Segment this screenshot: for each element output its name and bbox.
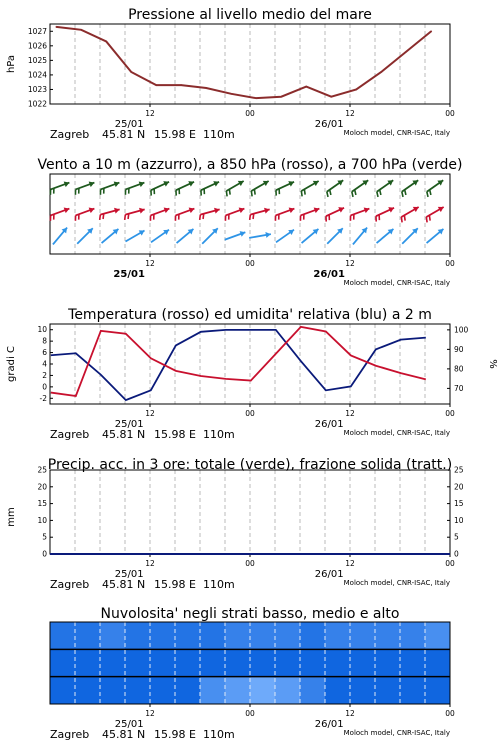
humidity-line — [51, 330, 426, 400]
wind-barb — [401, 207, 418, 222]
wind-barb — [377, 180, 393, 197]
x-tick-label: 12 — [345, 259, 355, 268]
wind-barb — [125, 208, 145, 220]
cloud-cell — [75, 622, 101, 649]
pressure-point — [180, 84, 182, 86]
x-tick-label: 12 — [345, 409, 355, 418]
pressure-point — [380, 71, 382, 73]
cloud-cell — [100, 677, 126, 704]
location-alt: 110m — [203, 728, 235, 741]
date-label: 25/01 — [113, 269, 145, 280]
x-tick-label: 12 — [145, 559, 155, 568]
cloud-cell — [400, 622, 426, 649]
x-tick-label: 12 — [345, 109, 355, 118]
wind-feather — [200, 215, 201, 220]
wind-barb — [249, 232, 271, 238]
y-axis-label: hPa — [6, 54, 17, 74]
wind-barb — [201, 181, 219, 195]
wind-feather — [128, 214, 129, 219]
wind-feather — [251, 191, 252, 196]
date-label: 26/01 — [314, 719, 344, 730]
pressure-point — [130, 71, 132, 73]
date-label: 26/01 — [314, 119, 344, 130]
wind-barb — [426, 207, 443, 222]
location-lat: 45.81 N — [102, 128, 146, 141]
y2-tick-label: 90 — [454, 344, 464, 354]
y-tick-label: 15 — [37, 499, 47, 509]
wind-arrowhead — [139, 208, 145, 214]
location-name: Zagreb — [50, 578, 90, 591]
date-label: 26/01 — [314, 569, 344, 580]
location-alt: 110m — [203, 428, 235, 441]
wind-barb — [150, 207, 169, 220]
wind-feather — [103, 214, 104, 219]
wind-feather — [226, 191, 227, 196]
y-tick-label: 4 — [42, 359, 47, 369]
cloud-cell — [100, 622, 126, 649]
cloud-cell — [325, 622, 351, 649]
y-tick-label: 5 — [42, 532, 47, 542]
y-tick-label: 25 — [37, 465, 47, 475]
cloud-cell — [150, 622, 176, 649]
wind-barb — [77, 228, 93, 244]
pressure-point — [330, 96, 332, 98]
wind-feather — [254, 189, 255, 194]
y-tick-label: 1025 — [27, 55, 47, 65]
wind-barb — [327, 228, 343, 244]
x-tick-label: 00 — [445, 409, 455, 418]
cloud-cell — [225, 649, 251, 676]
pressure-point — [105, 41, 107, 43]
wind-feather — [330, 190, 331, 195]
cloud-cell — [100, 649, 126, 676]
cloud-cell — [400, 677, 426, 704]
wind-feather — [402, 192, 403, 197]
x-tick-label: 00 — [445, 559, 455, 568]
pressure-point — [355, 89, 357, 91]
y-tick-label: 20 — [37, 482, 47, 492]
wind-arrowhead — [214, 208, 220, 214]
x-tick-label: 00 — [245, 709, 255, 718]
wind-barb — [377, 229, 394, 243]
y2-tick-label: 25 — [454, 465, 464, 475]
model-credit: Moloch model, CNR-ISAC, Italy — [343, 729, 450, 737]
wind-barb — [402, 228, 418, 244]
temperature-line — [51, 327, 426, 396]
wind-feather — [404, 215, 405, 220]
cloud-cell — [50, 677, 76, 704]
chart-title: Temperatura (rosso) ed umidita' relativa (blu) a 2 m — [68, 307, 432, 323]
wind-barb — [53, 228, 67, 245]
location-lon: 15.98 E — [154, 728, 196, 741]
wind-feather — [125, 215, 126, 220]
wind-barb — [177, 229, 194, 243]
location-name: Zagreb — [50, 728, 90, 741]
date-label: 25/01 — [114, 719, 144, 730]
cloud-cell — [275, 677, 301, 704]
wind-barb — [276, 230, 294, 243]
location-lat: 45.81 N — [102, 578, 146, 591]
pressure-point — [230, 93, 232, 95]
y-tick-label: 0 — [42, 549, 47, 559]
pressure-point — [430, 30, 432, 32]
wind-barb — [300, 207, 319, 220]
cloud-cell — [250, 677, 276, 704]
date-label: 26/01 — [314, 419, 344, 430]
x-tick-label: 12 — [145, 409, 155, 418]
cloud-cell — [175, 649, 201, 676]
cloud-cell — [275, 622, 301, 649]
wind-barb — [176, 181, 194, 195]
wind-feather — [405, 190, 406, 195]
x-tick-label: 00 — [445, 709, 455, 718]
x-tick-label: 00 — [245, 259, 255, 268]
y2-tick-label: 5 — [454, 532, 459, 542]
wind-barb — [353, 228, 367, 245]
pressure-point — [305, 86, 307, 88]
x-tick-label: 00 — [445, 109, 455, 118]
wind-barb — [175, 207, 194, 220]
location-name: Zagreb — [50, 128, 90, 141]
wind-feather — [352, 192, 353, 197]
wind-barb — [301, 181, 318, 196]
y2-tick-label: 15 — [454, 499, 464, 509]
cloud-cell — [225, 677, 251, 704]
y2-axis-label: % — [487, 359, 498, 369]
wind-feather — [429, 215, 430, 220]
x-tick-label: 00 — [245, 109, 255, 118]
cloud-cell — [175, 622, 201, 649]
y-tick-label: -2 — [39, 393, 47, 403]
date-label: 25/01 — [114, 569, 144, 580]
x-tick-label: 00 — [245, 409, 255, 418]
model-credit: Moloch model, CNR-ISAC, Italy — [343, 279, 450, 287]
wind-feather — [327, 192, 328, 197]
wind-barb — [350, 207, 369, 220]
wind-arrowhead — [264, 208, 270, 214]
wind-feather — [301, 191, 302, 196]
model-credit: Moloch model, CNR-ISAC, Italy — [343, 429, 450, 437]
cloud-cell — [375, 622, 401, 649]
y-tick-label: 1024 — [27, 70, 47, 80]
wind-barb — [251, 181, 268, 196]
y-tick-label: 1026 — [27, 41, 47, 51]
location-lon: 15.98 E — [154, 428, 196, 441]
date-label: 25/01 — [114, 419, 144, 430]
plot-frame — [50, 324, 450, 404]
cloud-cell — [250, 622, 276, 649]
wind-feather — [401, 217, 402, 222]
wind-barb — [75, 207, 94, 220]
cloud-cell — [425, 622, 451, 649]
chart-title: Vento a 10 m (azzurro), a 850 hPa (rosso), a 700 hPa (verde) — [37, 157, 463, 173]
cloud-cell — [250, 649, 276, 676]
wind-barb — [352, 180, 368, 197]
wind-feather — [430, 190, 431, 195]
wind-barb — [100, 208, 120, 220]
cloud-cell — [50, 649, 76, 676]
wind-barb — [250, 208, 270, 220]
cloud-cell — [200, 649, 226, 676]
model-credit: Moloch model, CNR-ISAC, Italy — [343, 579, 450, 587]
y2-tick-label: 0 — [454, 549, 459, 559]
pressure-point — [255, 97, 257, 99]
wind-barb — [125, 230, 144, 241]
wind-feather — [377, 192, 378, 197]
cloud-cell — [200, 677, 226, 704]
wind-barb — [50, 181, 69, 194]
y-tick-label: 8 — [42, 336, 47, 346]
wind-feather — [229, 189, 230, 194]
wind-barb — [200, 208, 220, 220]
wind-feather — [250, 215, 251, 220]
wind-barb — [302, 229, 319, 243]
wind-feather — [100, 215, 101, 220]
wind-barb — [151, 181, 169, 195]
cloud-cell — [300, 649, 326, 676]
cloud-cell — [150, 677, 176, 704]
cloud-cell — [325, 649, 351, 676]
y-tick-label: 0 — [42, 382, 47, 392]
chart-title: Precip. acc. in 3 ore: totale (verde), frazione solida (tratt.) — [47, 457, 453, 473]
wind-barb — [326, 207, 344, 221]
model-credit: Moloch model, CNR-ISAC, Italy — [343, 129, 450, 137]
y-tick-label: 1027 — [27, 26, 47, 36]
wind-barb — [102, 229, 119, 243]
wind-barb — [125, 181, 144, 194]
x-tick-label: 12 — [145, 709, 155, 718]
cloud-cell — [150, 649, 176, 676]
cloud-cell — [300, 622, 326, 649]
wind-feather — [426, 217, 427, 222]
pressure-point — [405, 51, 407, 53]
cloud-cell — [125, 649, 151, 676]
wind-barb — [225, 231, 246, 240]
pressure-point — [80, 29, 82, 31]
wind-feather — [355, 190, 356, 195]
cloud-cell — [375, 649, 401, 676]
cloud-cell — [325, 677, 351, 704]
x-tick-label: 12 — [145, 259, 155, 268]
pressure-point — [155, 84, 157, 86]
location-alt: 110m — [203, 128, 235, 141]
wind-barb — [225, 207, 244, 220]
wind-barb — [151, 230, 169, 243]
cloud-cell — [75, 677, 101, 704]
wind-barb — [276, 181, 294, 195]
y-axis-label: gradi C — [6, 346, 17, 382]
pressure-point — [280, 96, 282, 98]
wind-feather — [304, 189, 305, 194]
x-tick-label: 12 — [345, 709, 355, 718]
y-tick-label: 10 — [37, 515, 47, 525]
x-tick-label: 00 — [245, 559, 255, 568]
chart-title: Pressione al livello medio del mare — [128, 7, 372, 23]
cloud-cell — [275, 649, 301, 676]
wind-arrowhead — [114, 208, 120, 214]
cloud-cell — [200, 622, 226, 649]
location-lat: 45.81 N — [102, 428, 146, 441]
pressure-point — [205, 87, 207, 89]
cloud-cell — [350, 649, 376, 676]
cloud-cell — [300, 677, 326, 704]
wind-feather — [203, 214, 204, 219]
cloud-cell — [175, 677, 201, 704]
y2-tick-label: 20 — [454, 482, 464, 492]
x-tick-label: 12 — [145, 109, 155, 118]
y-tick-label: 10 — [37, 325, 47, 335]
y2-tick-label: 70 — [454, 383, 464, 393]
wind-feather — [380, 190, 381, 195]
wind-barb — [75, 181, 94, 194]
date-label: 25/01 — [114, 119, 144, 130]
y2-tick-label: 10 — [454, 515, 464, 525]
cloud-cell — [425, 649, 451, 676]
wind-barb — [275, 207, 294, 220]
cloud-cell — [425, 677, 451, 704]
cloud-cell — [125, 622, 151, 649]
y-tick-label: 6 — [42, 348, 47, 358]
cloud-cell — [75, 649, 101, 676]
wind-barb — [202, 228, 218, 244]
cloud-cell — [125, 677, 151, 704]
wind-barb — [402, 180, 418, 197]
y-tick-label: 1023 — [27, 84, 47, 94]
cloud-cell — [50, 622, 76, 649]
location-lat: 45.81 N — [102, 728, 146, 741]
y-tick-label: 2 — [42, 370, 47, 380]
cloud-cell — [375, 677, 401, 704]
pressure-point — [55, 26, 57, 28]
wind-barb — [427, 180, 443, 197]
y-tick-label: 1022 — [27, 99, 47, 109]
wind-barb — [50, 207, 69, 220]
wind-barb — [427, 229, 444, 243]
date-label: 26/01 — [313, 269, 345, 280]
wind-barb — [376, 207, 394, 221]
location-lon: 15.98 E — [154, 128, 196, 141]
wind-feather — [253, 214, 254, 219]
x-tick-label: 00 — [445, 259, 455, 268]
x-tick-label: 12 — [345, 559, 355, 568]
y2-tick-label: 100 — [454, 325, 469, 335]
cloud-cell — [350, 677, 376, 704]
location-lon: 15.98 E — [154, 578, 196, 591]
y2-tick-label: 80 — [454, 364, 464, 374]
wind-feather — [427, 192, 428, 197]
wind-barb — [100, 181, 119, 194]
location-alt: 110m — [203, 578, 235, 591]
cloud-cell — [400, 649, 426, 676]
chart-title: Nuvolosita' negli strati basso, medio e alto — [100, 606, 400, 622]
cloud-cell — [350, 622, 376, 649]
cloud-cell — [225, 622, 251, 649]
wind-barb — [226, 181, 243, 196]
y-axis-label: mm — [6, 507, 17, 527]
wind-barb — [327, 180, 343, 197]
location-name: Zagreb — [50, 428, 90, 441]
